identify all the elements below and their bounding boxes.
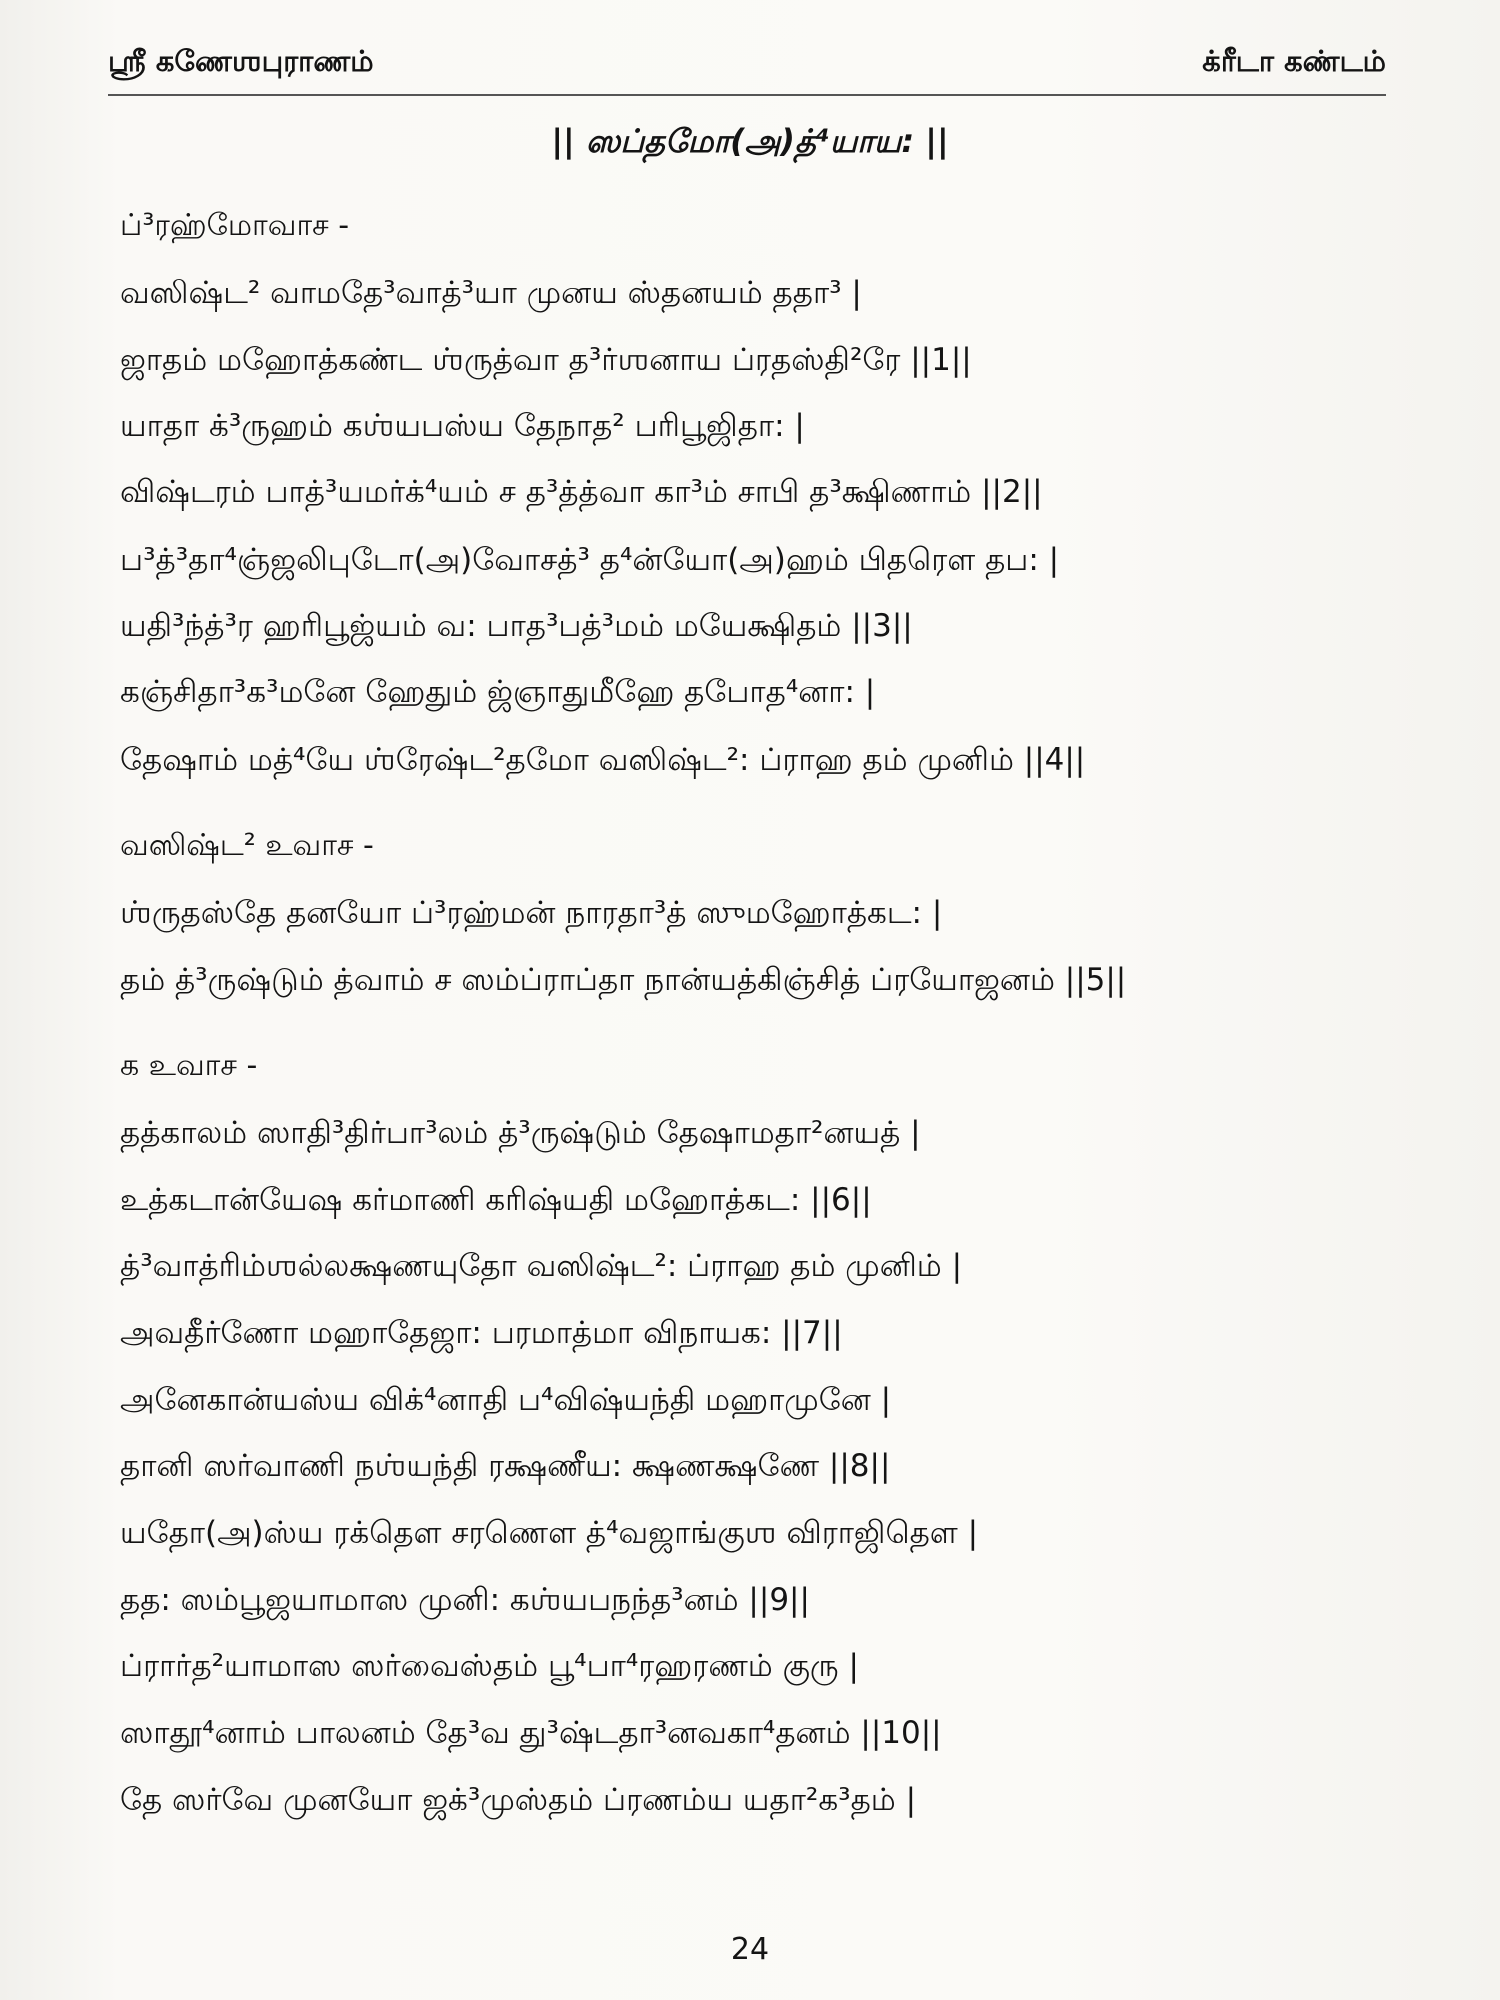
verse-line: ஶ்ருதஸ்தே தனயோ ப்³ரஹ்மன் நாரதா³த் ஸுமஹோத்கட: | [120, 895, 943, 931]
verse-line: ஜாதம் மஹோத்கண்ட ஶ்ருத்வா த³ர்ஶனாய ப்ரதஸ்தி²ரே ||1|| [120, 342, 972, 378]
verse-line: தத்காலம் ஸாதி³திர்பா³லம் த்³ருஷ்டும் தேஷாமதா²னயத் | [120, 1115, 921, 1151]
speaker-line: ப்³ரஹ்மோவாச - [120, 208, 350, 243]
speaker-line: க உவாச - [120, 1048, 258, 1083]
chapter-title: || ஸப்தமோ(அ)த்⁴யாய: || [551, 122, 949, 160]
header-book-title: ஸ்ரீ கணேஶபுராணம் [108, 44, 374, 78]
verse-line: தானி ஸர்வாணி நஶ்யந்தி ரக்ஷணீய: க்ஷணக்ஷணே ||8|| [120, 1448, 891, 1484]
verse-line: விஷ்டரம் பாத்³யமர்க்⁴யம் ச த³த்த்வா கா³ம் சாபி த³க்ஷிணாம் ||2|| [120, 474, 1043, 510]
verse-line: யதோ(அ)ஸ்ய ரக்தௌ சரணௌ த்⁴வஜாங்குஶ விராஜிதௌ | [120, 1515, 979, 1551]
verse-line: தத: ஸம்பூஜயாமாஸ முனி: கஶ்யபநந்த³னம் ||9|| [120, 1582, 810, 1618]
verse-line: ப³த்³தா⁴ஞ்ஜலிபுடோ(அ)வோசத்³ த⁴ன்யோ(அ)ஹம் பிதரௌ தப: | [120, 542, 1060, 578]
page-number: 24 [730, 1932, 770, 1967]
verse-line: உத்கடான்யேஷ கர்மாணி கரிஷ்யதி மஹோத்கட: ||6|| [120, 1182, 872, 1218]
header-section-title: க்ரீடா கண்டம் [1202, 44, 1386, 78]
verse-line: த்³வாத்ரிம்ஶல்லக்ஷணயுதோ வஸிஷ்ட²: ப்ராஹ தம் முனிம் | [120, 1248, 963, 1284]
verse-line: அவதீர்ணோ மஹாதேஜா: பரமாத்மா விநாயக: ||7|| [120, 1315, 843, 1351]
verse-line: ப்ரார்த²யாமாஸ ஸர்வைஸ்தம் பூ⁴பா⁴ரஹரணம் குரு | [120, 1648, 859, 1684]
verse-line: தம் த்³ருஷ்டும் த்வாம் ச ஸம்ப்ராப்தா நான்யத்கிஞ்சித் ப்ரயோஜனம் ||5|| [120, 962, 1127, 998]
verse-line: தேஷாம் மத்⁴யே ஶ்ரேஷ்ட²தமோ வஸிஷ்ட²: ப்ராஹ தம் முனிம் ||4|| [120, 742, 1086, 778]
verse-line: ஸாதூ⁴னாம் பாலனம் தே³வ து³ஷ்டதா³னவகா⁴தனம் ||10|| [120, 1715, 942, 1751]
verse-line: கஞ்சிதா³க³மனே ஹேதும் ஜ்ஞாதுமீஹே தபோத⁴னா: | [120, 674, 876, 710]
running-header [108, 44, 1386, 96]
verse-line: வஸிஷ்ட² வாமதே³வாத்³யா முனய ஸ்தனயம் ததா³ | [120, 275, 862, 311]
speaker-line: வஸிஷ்ட² உவாச - [120, 828, 374, 863]
verse-line: தே ஸர்வே முனயோ ஜக்³முஸ்தம் ப்ரணம்ய யதா²க³தம் | [120, 1782, 917, 1818]
verse-line: யதி³ந்த்³ர ஹரிபூஜ்யம் வ: பாத³பத்³மம் மயேக்ஷிதம் ||3|| [120, 608, 913, 644]
verse-line: யாதா க்³ருஹம் கஶ்யபஸ்ய தேநாத² பரிபூஜிதா: | [120, 408, 805, 444]
verse-line: அனேகான்யஸ்ய விக்⁴னாதி ப⁴விஷ்யந்தி மஹாமுனே | [120, 1382, 892, 1418]
